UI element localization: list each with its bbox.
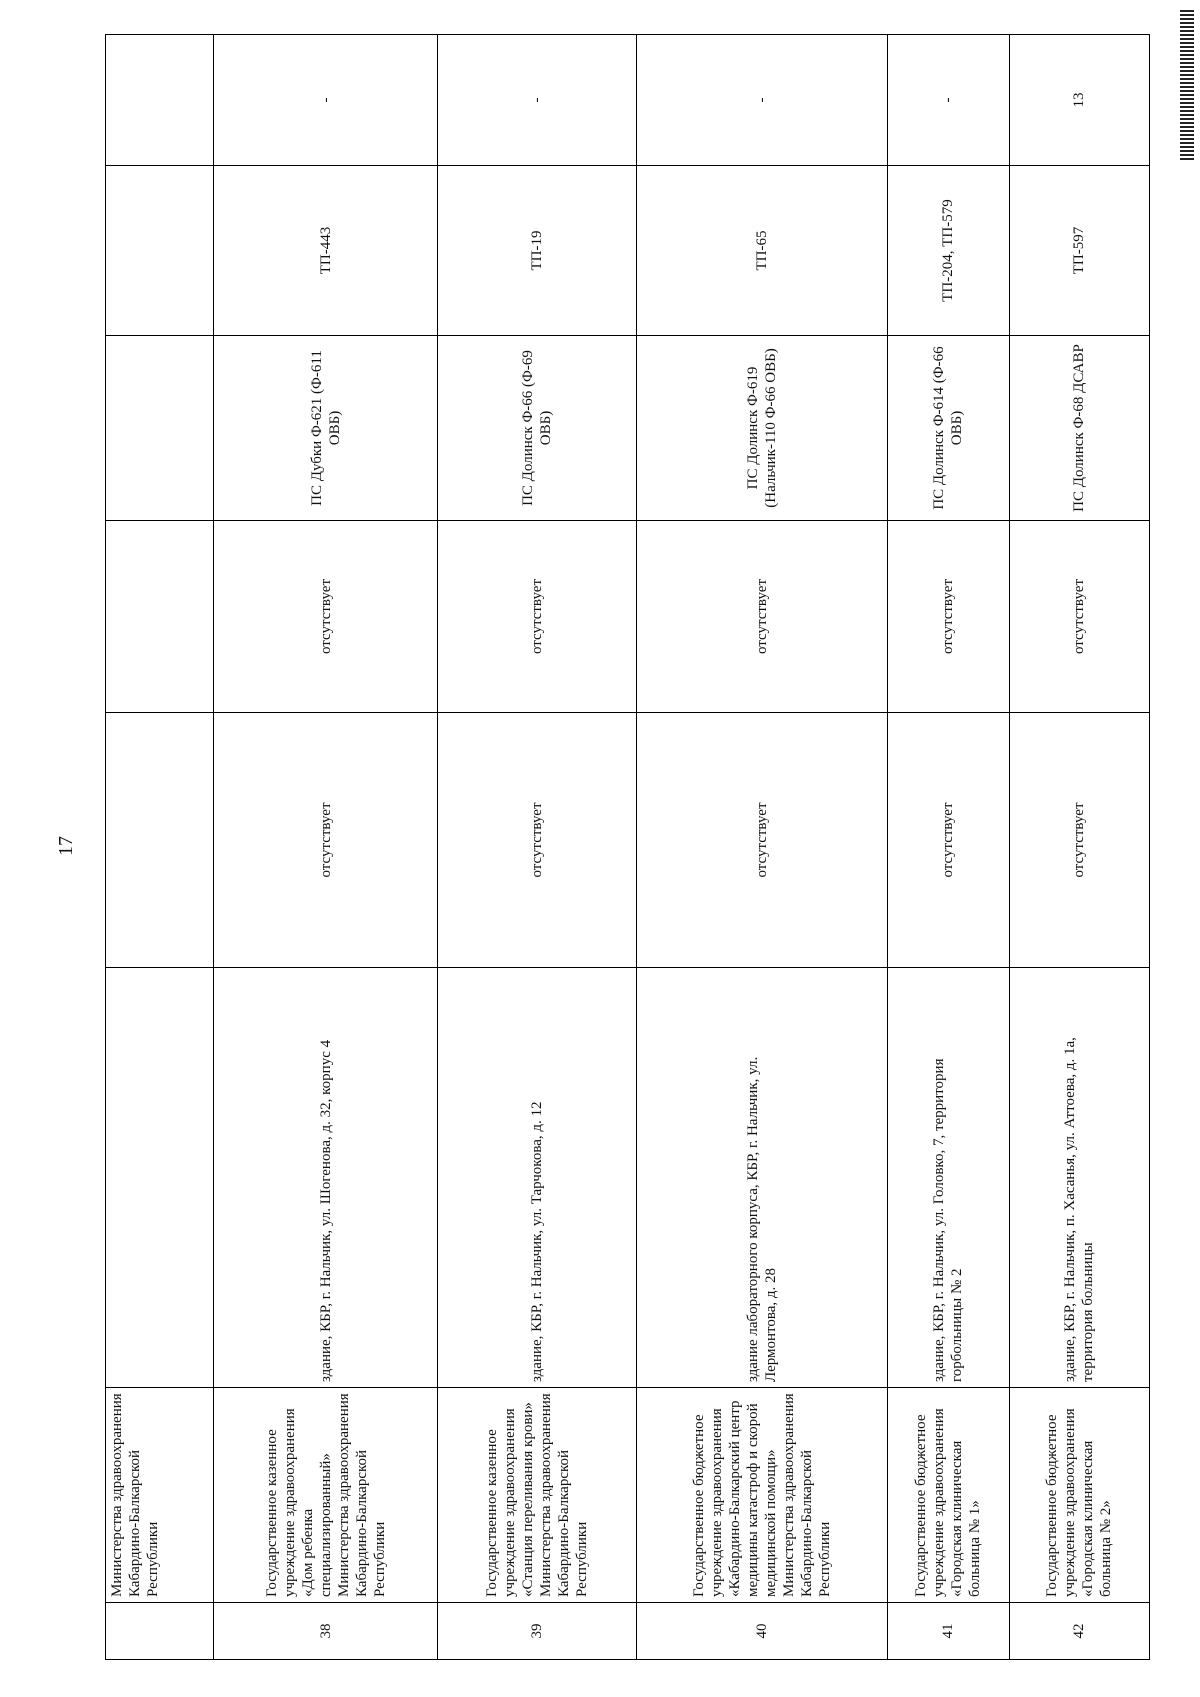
table-row: [106, 35, 214, 1660]
address-cell: здание, КБР, г. Нальчик, п. Хасанья, ул. Аттоева, д. 1а, территория больницы: [1009, 968, 1149, 1388]
organization-cell: Государственное казенное учреждение здравоохранения «Дом ребенка специализированный» Министерства здравоохранения Кабардино-Балкарской Республики: [214, 1388, 438, 1603]
table-row: [887, 35, 1009, 1660]
power-supply-table: [105, 34, 1150, 1660]
organization-cell: Министерства здравоохранения Кабардино-Балкарской Республики: [106, 1388, 214, 1603]
row-number: 41: [887, 1603, 1009, 1660]
table-row: [214, 35, 438, 1660]
power-cell: -: [636, 35, 887, 166]
row-number: 38: [214, 1603, 438, 1660]
reserve-source-2-cell: [106, 521, 214, 713]
organization-cell: Государственное бюджетное учреждение здравоохранения «Кабардино-Балкарский центр медицины катастроф и скорой медицинской помощи» Министерства здравоохранения Кабардино-Балкарской Республики: [636, 1388, 887, 1603]
row-number: 42: [1009, 1603, 1149, 1660]
power-cell: -: [438, 35, 636, 166]
reserve-source-1-cell: отсутствует: [438, 713, 636, 968]
address-cell: [106, 968, 214, 1388]
address-cell: здание, КБР, г. Нальчик, ул. Тарчокова, д. 12: [438, 968, 636, 1388]
power-cell: [106, 35, 214, 166]
transformer-cell: ТП-597: [1009, 166, 1149, 336]
row-number: 40: [636, 1603, 887, 1660]
reserve-source-2-cell: отсутствует: [636, 521, 887, 713]
address-cell: здание лабораторного корпуса, КБР, г. Нальчик, ул. Лермонтова, д. 28: [636, 968, 887, 1388]
row-number: 39: [438, 1603, 636, 1660]
transformer-cell: ТП-65: [636, 166, 887, 336]
organization-cell: Государственное казенное учреждение здравоохранения «Станция переливания крови» Министерства здравоохранения Кабардино-Балкарской Республики: [438, 1388, 636, 1603]
transformer-cell: ТП-204, ТП-579: [887, 166, 1009, 336]
table-row: [438, 35, 636, 1660]
reserve-source-2-cell: отсутствует: [1009, 521, 1149, 713]
reserve-source-1-cell: [106, 713, 214, 968]
feeder-center-cell: ПС Долинск Ф-68 ДСАВР: [1009, 336, 1149, 521]
reserve-source-2-cell: отсутствует: [887, 521, 1009, 713]
transformer-cell: [106, 166, 214, 336]
address-cell: здание, КБР, г. Нальчик, ул. Шогенова, д. 32, корпус 4: [214, 968, 438, 1388]
organization-cell: Государственное бюджетное учреждение здравоохранения «Городская клиническая больница № 1»: [887, 1388, 1009, 1603]
transformer-cell: ТП-19: [438, 166, 636, 336]
row-number: [106, 1603, 214, 1660]
reserve-source-1-cell: отсутствует: [1009, 713, 1149, 968]
power-cell: -: [887, 35, 1009, 166]
feeder-center-cell: ПС Дубки Ф-621 (Ф-611 ОВБ): [214, 336, 438, 521]
table-row: [1009, 35, 1149, 1660]
address-cell: здание, КБР, г. Нальчик, ул. Головко, 7, территория горбольницы № 2: [887, 968, 1009, 1388]
reserve-source-1-cell: отсутствует: [636, 713, 887, 968]
feeder-center-cell: [106, 336, 214, 521]
transformer-cell: ТП-443: [214, 166, 438, 336]
power-cell: -: [214, 35, 438, 166]
power-cell: 13: [1009, 35, 1149, 166]
feeder-center-cell: ПС Долинск Ф-66 (Ф-69 ОВБ): [438, 336, 636, 521]
reserve-source-1-cell: отсутствует: [214, 713, 438, 968]
rotated-table-container: [105, 35, 1150, 1660]
reserve-source-2-cell: отсутствует: [214, 521, 438, 713]
page-number: 17: [55, 836, 77, 856]
reserve-source-1-cell: отсутствует: [887, 713, 1009, 968]
feeder-center-cell: ПС Долинск Ф-619 (Нальчик-110 Ф-66 ОВБ): [636, 336, 887, 521]
scan-edge-mark: [1180, 10, 1194, 160]
reserve-source-2-cell: отсутствует: [438, 521, 636, 713]
feeder-center-cell: ПС Долинск Ф-614 (Ф-66 ОВБ): [887, 336, 1009, 521]
table-row: [636, 35, 887, 1660]
organization-cell: Государственное бюджетное учреждение здравоохранения «Городская клиническая больница № 2»: [1009, 1388, 1149, 1603]
